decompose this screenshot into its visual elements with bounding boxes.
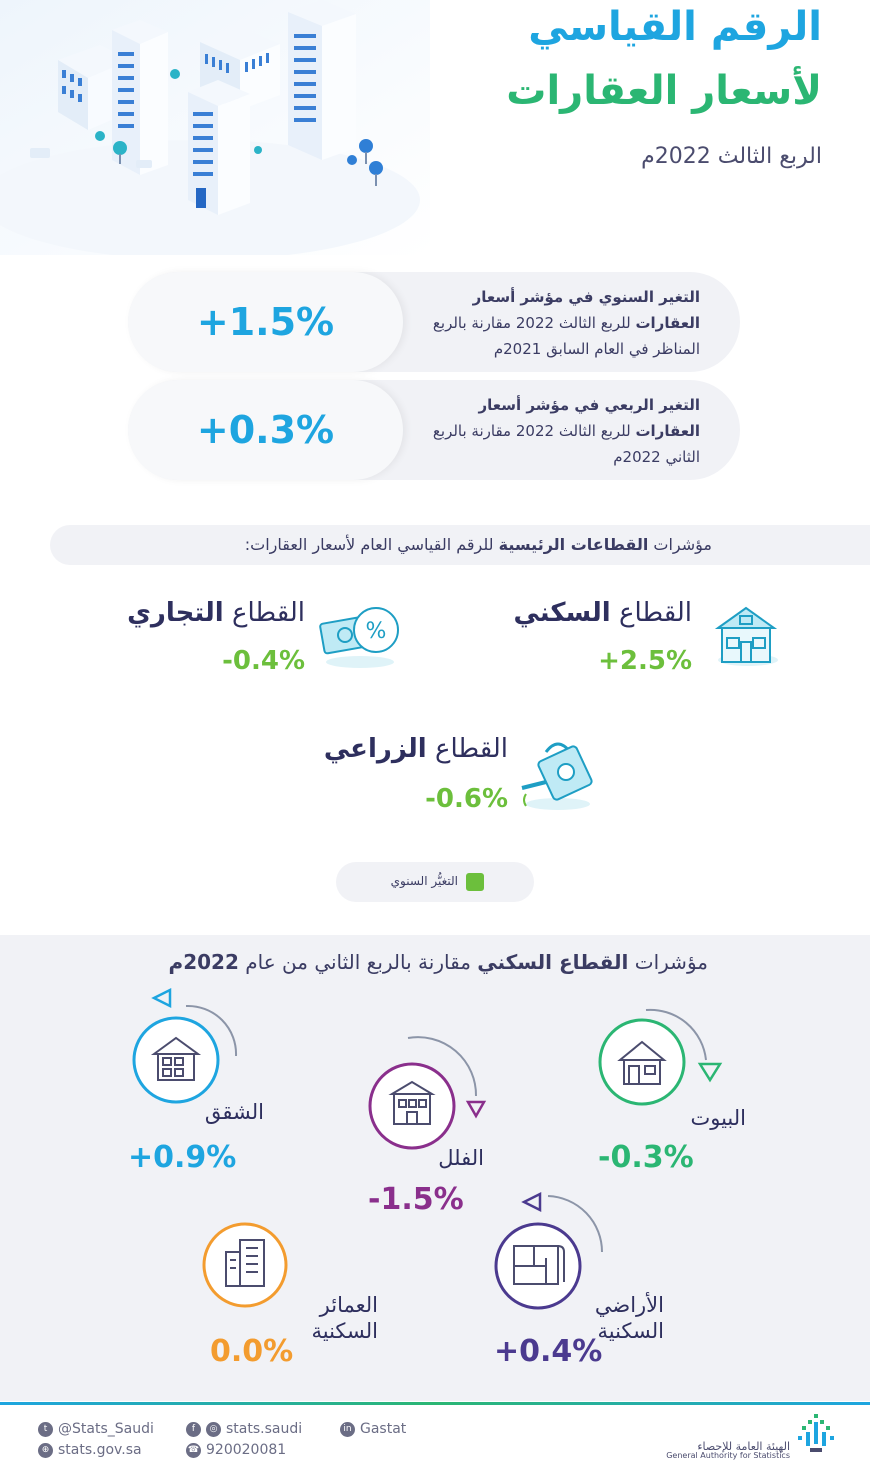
legend-label: التغيُّر السنوي xyxy=(390,874,458,888)
phone-number: 920020081 xyxy=(206,1442,287,1458)
agricultural-sector-prefix: القطاع xyxy=(434,734,508,764)
residential-sector-prefix: القطاع xyxy=(618,598,692,628)
globe-icon: ⊕ xyxy=(38,1443,53,1458)
website-link[interactable] xyxy=(38,1442,142,1458)
linkedin-icon: in xyxy=(340,1422,355,1437)
footer-divider xyxy=(0,1402,870,1405)
residential-section-title xyxy=(169,950,708,974)
sectors-heading-prefix: مؤشرات xyxy=(653,535,712,554)
annual-change-bold-text: التغير السنوي في مؤشر أسعار العقارات xyxy=(472,288,700,332)
villas-label: الفلل xyxy=(438,1146,484,1170)
page-title-line-1: الرقم القياسي xyxy=(528,4,822,50)
apartments-label: الشقق xyxy=(204,1100,264,1124)
quarterly-change-value: +0.3% xyxy=(128,380,403,480)
commercial-sector-name xyxy=(127,598,305,628)
apartments-value: +0.9% xyxy=(128,1140,237,1175)
villas-ring xyxy=(368,1030,492,1154)
residential-title-suffix: مقارنة بالربع الثاني من عام xyxy=(245,950,471,974)
page-subtitle: الربع الثالث 2022م xyxy=(641,144,822,169)
social-link[interactable] xyxy=(186,1421,302,1437)
agricultural-sector-name xyxy=(324,734,508,764)
houses-label: البيوت xyxy=(690,1106,746,1130)
commercial-sector-prefix: القطاع xyxy=(231,598,305,628)
agricultural-watering-can-icon xyxy=(514,738,594,812)
buildings-ring xyxy=(200,1220,290,1310)
agricultural-sector-value: -0.6% xyxy=(425,784,508,814)
city-illustration xyxy=(0,0,430,255)
org-name-english: General Authority for Statistics xyxy=(666,1451,790,1460)
org-name-arabic: الهيئة العامة للإحصاء xyxy=(697,1440,790,1453)
buildings-label-line-2: السكنية xyxy=(311,1319,378,1343)
commercial-money-percent-icon xyxy=(316,602,402,672)
instagram-icon: ◎ xyxy=(206,1422,221,1437)
lands-ring xyxy=(490,1186,610,1314)
residential-sector-bold: السكني xyxy=(513,598,611,628)
sectors-heading xyxy=(245,535,712,554)
annual-change-text: للربع الثالث 2022 مقارنة بالربع المناظر في العام السابق 2021م xyxy=(432,314,700,358)
residential-sector-name xyxy=(514,598,693,628)
agricultural-sector-bold: الزراعي xyxy=(323,734,427,764)
buildings-label xyxy=(312,1292,379,1344)
linkedin-link[interactable] xyxy=(340,1421,406,1437)
svg-text:%: % xyxy=(365,619,387,644)
website-url: stats.gov.sa xyxy=(58,1442,142,1458)
houses-value: -0.3% xyxy=(598,1140,694,1175)
twitter-handle: @Stats_Saudi xyxy=(58,1421,154,1437)
sectors-heading-suffix: للرقم القياسي العام لأسعار العقارات: xyxy=(244,535,494,554)
facebook-icon: f xyxy=(186,1422,201,1437)
annual-change-description xyxy=(420,284,700,362)
page-title-line-2: لأسعار العقارات xyxy=(506,68,822,114)
lands-value: +0.4% xyxy=(494,1334,603,1369)
residential-title-prefix: مؤشرات xyxy=(634,950,708,974)
twitter-icon: t xyxy=(38,1422,53,1437)
gastat-logo xyxy=(796,1412,836,1456)
villas-value: -1.5% xyxy=(368,1182,464,1217)
residential-title-bold: القطاع السكني xyxy=(477,950,629,974)
annual-change-card xyxy=(128,272,740,372)
quarterly-change-text: للربع الثالث 2022 مقارنة بالربع الثاني 2022م xyxy=(432,422,700,466)
residential-house-icon xyxy=(712,602,780,668)
residential-sector-value: +2.5% xyxy=(598,646,692,676)
commercial-sector-bold: التجاري xyxy=(127,598,224,628)
annual-change-value: +1.5% xyxy=(128,272,403,372)
legend-swatch xyxy=(466,873,484,891)
phone-icon: ☎ xyxy=(186,1443,201,1458)
sectors-heading-bold: القطاعات الرئيسية xyxy=(498,535,649,554)
quarterly-change-card xyxy=(128,380,740,480)
residential-title-year: 2022م xyxy=(168,950,239,974)
quarterly-change-bold-text: التغير الربعي في مؤشر أسعار العقارات xyxy=(478,396,700,440)
social-handle: stats.saudi xyxy=(226,1421,303,1437)
twitter-link[interactable] xyxy=(38,1421,154,1437)
buildings-label-line-1: العمائر xyxy=(319,1293,378,1317)
apartments-ring xyxy=(128,988,244,1110)
houses-ring xyxy=(596,1004,726,1108)
phone-link[interactable] xyxy=(186,1442,286,1458)
linkedin-handle: Gastat xyxy=(360,1421,407,1437)
lands-label-line-2: السكنية xyxy=(597,1319,664,1343)
lands-label-line-1: الأراضي xyxy=(594,1293,664,1317)
buildings-value: 0.0% xyxy=(210,1334,294,1369)
lands-label xyxy=(595,1292,664,1344)
quarterly-change-description xyxy=(420,392,700,470)
commercial-sector-value: -0.4% xyxy=(222,646,305,676)
